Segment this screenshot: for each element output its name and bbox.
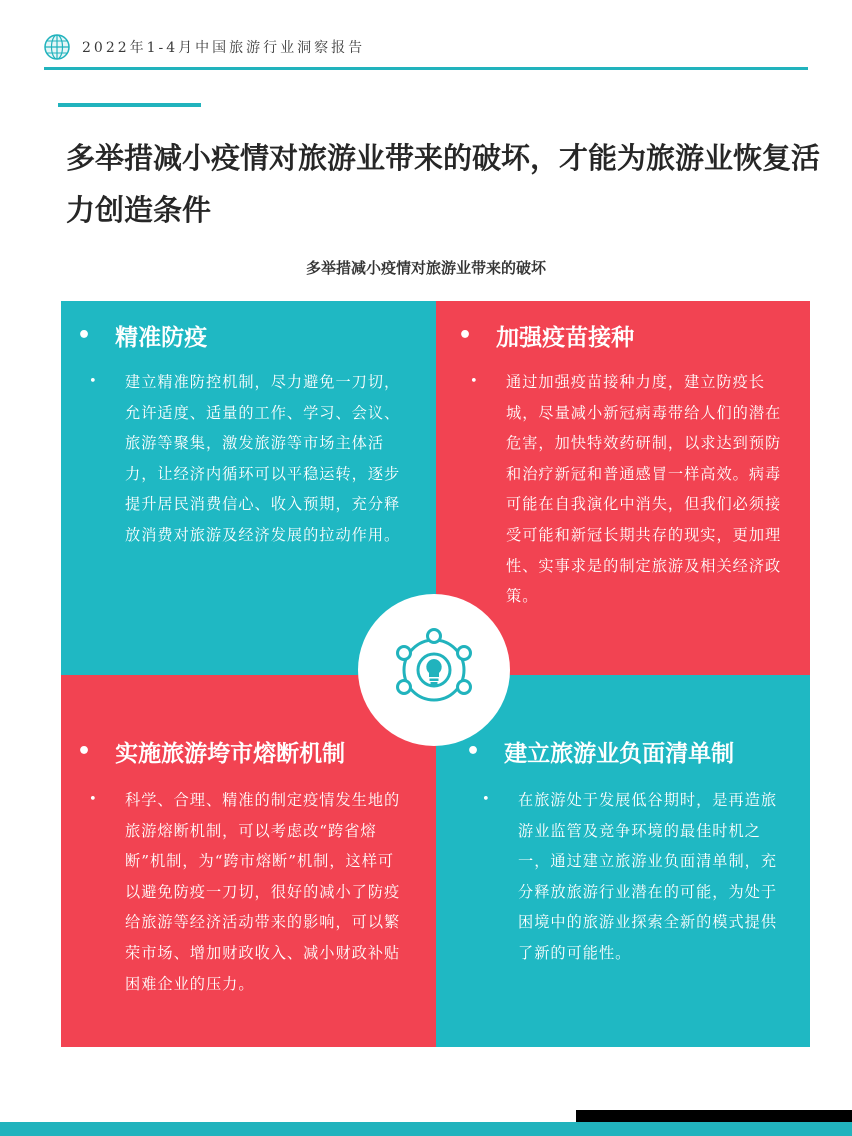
header-text: 2022年1-4月中国旅游行业洞察报告 [82, 40, 366, 56]
quadrant-heading [77, 319, 207, 352]
footer-bar-teal [0, 1122, 852, 1136]
header-divider [44, 67, 808, 70]
quadrant-body-text: 科学、合理、精准的制定疫情发生地的旅游熔断机制，可以考虑改“跨省熔断”机制，为“跨市熔断”机制，这样可以避免防疫一刀切，很好的减小了防疫给旅游等经济活动带来的影响，可以繁荣市场、增加财政收入、减小财政补贴困难企业的压力。 [125, 791, 401, 993]
bullet-dot: • [466, 739, 481, 764]
quadrant-body-text: 通过加强疫苗接种力度，建立防疫长城，尽量减小新冠病毒带给人们的潜在危害，加快特效药研制，以求达到预防和治疗新冠和普通感冒一样高效。病毒可能在自我演化中消失，但我们必须接受可能和新冠长期共存的现实，更加理性、实事求是的制定旅游及相关经济政策。 [506, 373, 782, 606]
quadrant-vaccination [436, 301, 810, 675]
quadrant-circuit-breaker [61, 675, 436, 1047]
quadrant-body [89, 367, 405, 551]
bullet-dot: • [89, 374, 98, 389]
quadrant-heading-text: 实施旅游垮市熔断机制 [115, 741, 346, 767]
bullet-dot: • [77, 739, 92, 764]
quadrant-heading [458, 319, 634, 352]
quadrant-body [482, 785, 788, 969]
bullet-dot: • [482, 792, 491, 807]
report-header [44, 32, 365, 62]
center-circle [358, 594, 510, 746]
footer-bar-dark [576, 1110, 852, 1122]
bullet-dot: • [470, 374, 479, 389]
quadrant-heading-text: 加强疫苗接种 [496, 325, 635, 351]
quadrant-body-text: 在旅游处于发展低谷期时，是再造旅游业监管及竞争环境的最佳时机之一，通过建立旅游业负面清单制，充分释放旅游行业潜在的可能，为处于困境中的旅游业探索全新的模式提供了新的可能性。 [518, 791, 777, 962]
bullet-dot: • [89, 792, 98, 807]
bullet-dot: • [77, 323, 92, 348]
bullet-dot: • [458, 323, 473, 348]
quadrant-body [89, 785, 401, 999]
quadrant-negative-list [436, 675, 810, 1047]
quadrant-body [470, 367, 786, 612]
quadrant-heading [466, 735, 734, 768]
quadrant-heading [77, 735, 345, 768]
section-subtitle: 多举措减小疫情对旅游业带来的破坏 [305, 259, 546, 277]
quadrant-heading-text: 建立旅游业负面清单制 [504, 741, 735, 767]
quadrant-heading-text: 精准防疫 [115, 325, 208, 351]
quadrant-body-text: 建立精准防控机制，尽力避免一刀切，允许适度、适量的工作、学习、会议、旅游等聚集，激发旅游等市场主体活力，让经济内循环可以平稳运转，逐步提升居民消费信心、收入预期，充分释放消费对旅游及经济发展的拉动作用。 [125, 373, 401, 544]
globe-icon [44, 34, 70, 60]
title-accent-bar [58, 103, 201, 107]
lightbulb-network-icon [390, 626, 478, 714]
page-title: 多举措减小疫情对旅游业带来的破坏，才能为旅游业恢复活力创造条件 [66, 141, 821, 227]
